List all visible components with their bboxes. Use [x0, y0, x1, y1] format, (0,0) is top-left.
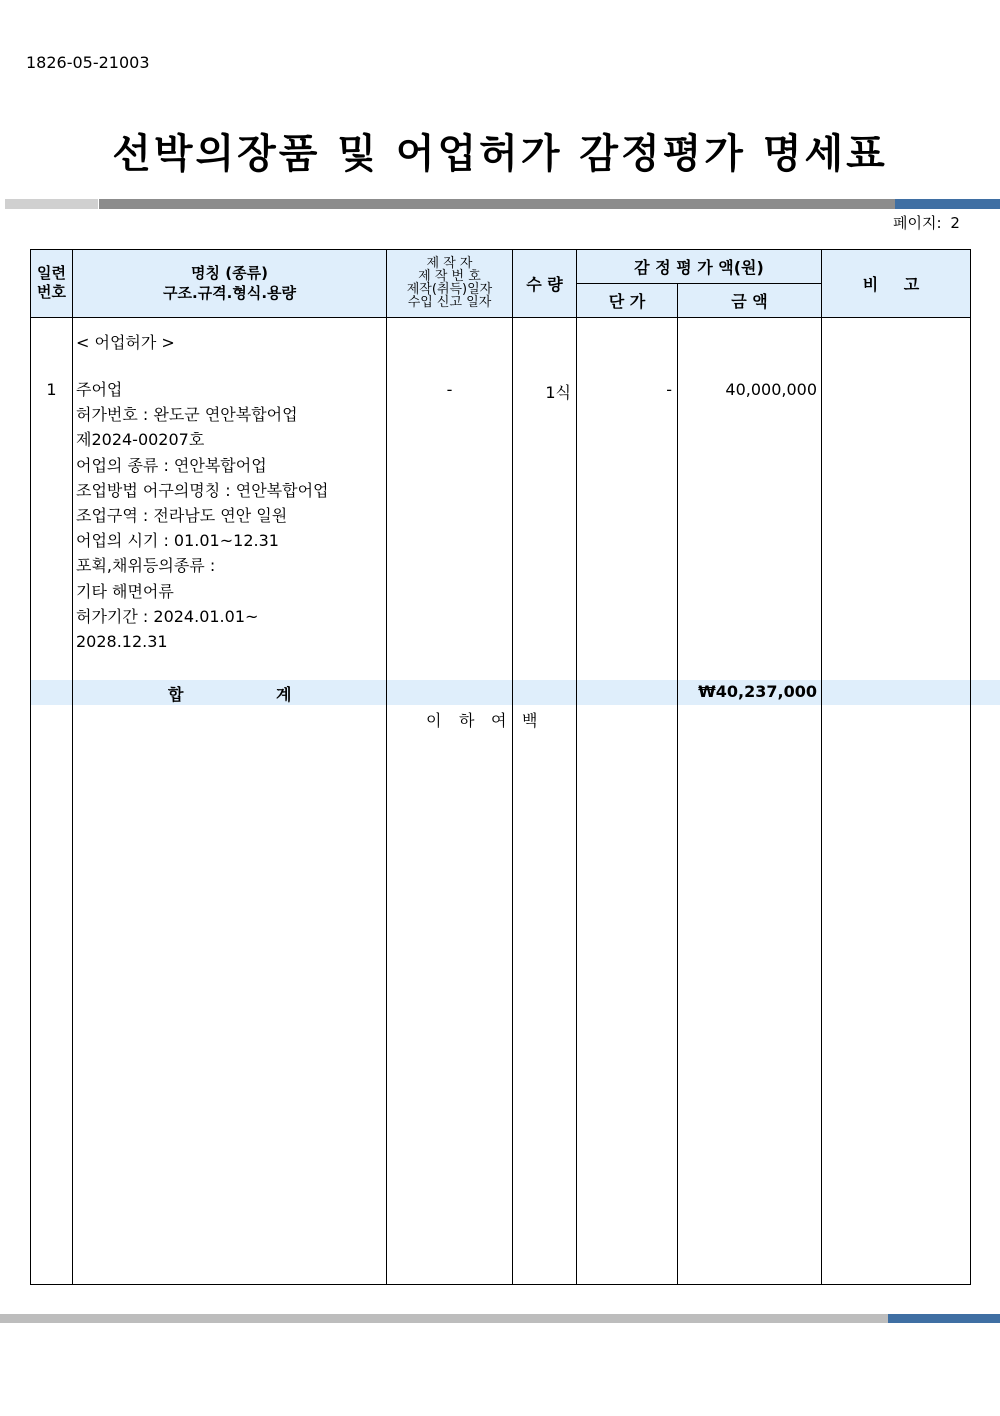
header-appraisal-amount: 감 정 평 가 액(원) — [634, 257, 764, 277]
bottom-rule-accent — [888, 1314, 1000, 1323]
total-label-first: 합 — [168, 685, 184, 704]
header-maker — [387, 249, 512, 317]
column-divider-unit-price — [677, 283, 678, 1285]
document-title: 선박의장품 및 어업허가 감정평가 명세표 — [112, 131, 888, 177]
page-number: 2 — [950, 214, 960, 232]
row-unit-price: - — [666, 380, 672, 399]
row-maker: - — [446, 380, 453, 399]
blank-marker-char-2: 하 — [459, 711, 475, 730]
blank-marker-char-3: 여 — [491, 711, 507, 730]
table-header-bottom-border — [30, 317, 971, 318]
header-quantity: 수 량 — [526, 274, 563, 294]
table-left-border — [30, 249, 31, 1285]
header-maker-line1: 제 작 자 — [426, 256, 473, 271]
table-bottom-border — [30, 1284, 971, 1285]
total-amount: ₩40,237,000 — [698, 682, 817, 701]
header-unit-price: 단 가 — [608, 292, 646, 311]
row-quantity: 1식 — [545, 383, 571, 402]
bottom-rule-light — [0, 1314, 888, 1323]
top-rule-light — [5, 199, 98, 209]
column-divider-amount — [821, 249, 822, 1285]
section-label: < 어업허가 > — [76, 333, 175, 352]
header-name-line1: 명칭 (종류) — [191, 264, 268, 282]
total-label-second: 계 — [276, 685, 292, 704]
column-divider-serial — [72, 249, 73, 1285]
header-maker-line4: 수입 신고 일자 — [407, 295, 492, 310]
document-number: 1826-05-21003 — [26, 53, 150, 72]
page-label: 페이지: — [893, 214, 942, 232]
blank-marker-char-4: 백 — [522, 711, 538, 730]
row-amount: 40,000,000 — [725, 380, 817, 399]
blank-marker-char-1: 이 — [426, 711, 442, 730]
table-right-border — [970, 249, 971, 1285]
top-rule-mid — [99, 199, 895, 209]
row-serial: 1 — [46, 380, 57, 399]
top-rule-accent — [895, 199, 1000, 209]
header-serial-line2: 번호 — [37, 283, 66, 301]
row-description: 주어업 허가번호 : 완도군 연안복합어업 제2024-00207호 어업의 종류 : 연안복합어업 조업방법 어구의명칭 : 연안복합어업 조업구역 : 전라남도 연안 일원 어업의 시기 : 01.01~12.31 포획,채위등의종류 : 기타 해면어류 허가기간 : 2024.01.01~ 2028.12.31 — [76, 380, 329, 652]
header-remarks: 비 고 — [862, 274, 930, 294]
header-serial — [30, 249, 73, 317]
page-indicator — [893, 212, 960, 233]
column-divider-quantity — [576, 249, 577, 1285]
header-name-line2: 구조.규격.형식.용량 — [162, 284, 296, 302]
column-divider-maker — [512, 249, 513, 1285]
header-name — [73, 249, 386, 317]
header-serial-line1: 일련 — [37, 264, 66, 282]
header-maker-line3: 제작(취득)일자 — [406, 282, 493, 297]
column-divider-name — [386, 249, 387, 1285]
header-amount: 금 액 — [731, 292, 768, 311]
header-maker-line2: 제 작 번 호 — [418, 269, 481, 284]
